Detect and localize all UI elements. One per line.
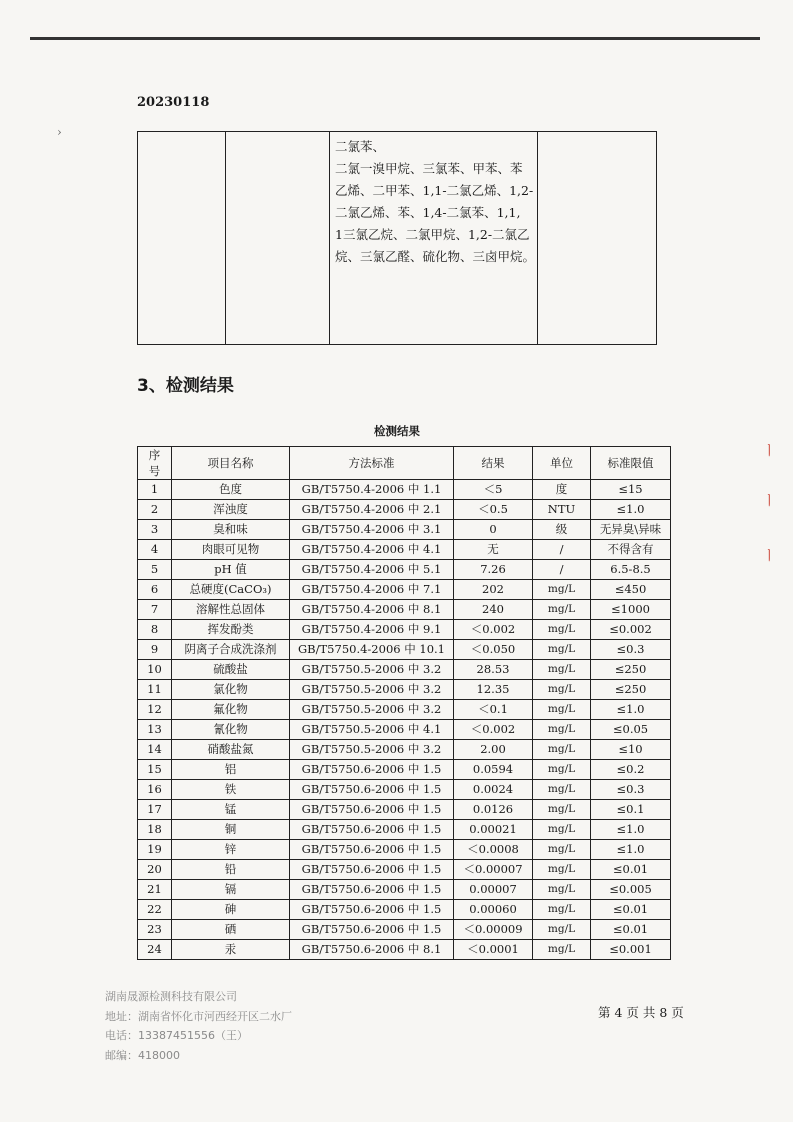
table-row [138, 600, 671, 620]
cell-no: 24 [138, 940, 172, 960]
cell-limit: ≤1.0 [591, 840, 671, 860]
cell-no: 5 [138, 560, 172, 580]
cell-item: 总硬度(CaCO₃) [172, 580, 290, 600]
cell-result: 202 [454, 580, 533, 600]
cell-item: 硝酸盐氮 [172, 740, 290, 760]
table-row [138, 940, 671, 960]
cell-result: 0.00021 [454, 820, 533, 840]
cell-limit: ≤1000 [591, 600, 671, 620]
cell-no: 11 [138, 680, 172, 700]
continued-table-row [137, 132, 657, 345]
cell-unit: 级 [533, 520, 591, 540]
list-line: 二氯乙烯、苯、1,4-二氯苯、1,1, [335, 205, 521, 220]
cell-result: ＜0.5 [454, 500, 533, 520]
cell-unit: 度 [533, 480, 591, 500]
cell-limit: ≤0.1 [591, 800, 671, 820]
table-row [138, 820, 671, 840]
table-row [138, 840, 671, 860]
cell-item: 硒 [172, 920, 290, 940]
cell-result: 无 [454, 540, 533, 560]
cell-no: 15 [138, 760, 172, 780]
cell-method: GB/T5750.4-2006 中 1.1 [290, 480, 454, 500]
cell-unit: mg/L [533, 780, 591, 800]
cell-item: 铁 [172, 780, 290, 800]
cell-result: 0.0594 [454, 760, 533, 780]
list-line: 乙烯、二甲苯、1,1-二氯乙烯、1,2- [335, 183, 534, 198]
cell-item: 硫酸盐 [172, 660, 290, 680]
test-items-list [335, 136, 536, 268]
cell-limit: ≤1.0 [591, 700, 671, 720]
header-result: 结果 [454, 447, 533, 480]
cell-limit: ≤450 [591, 580, 671, 600]
cell-limit: ≤1.0 [591, 500, 671, 520]
cell-no: 7 [138, 600, 172, 620]
cell-item: 挥发酚类 [172, 620, 290, 640]
cell-method: GB/T5750.6-2006 中 1.5 [290, 880, 454, 900]
cell-limit: ≤0.3 [591, 640, 671, 660]
company-postcode: 邮编：418000 [105, 1048, 180, 1062]
cell-no: 8 [138, 620, 172, 640]
table-row [138, 640, 671, 660]
cell-item: 锌 [172, 840, 290, 860]
cell-no: 19 [138, 840, 172, 860]
table-row [138, 900, 671, 920]
cell-no: 17 [138, 800, 172, 820]
cell-item: 色度 [172, 480, 290, 500]
cell-item: 氯化物 [172, 680, 290, 700]
cell-border [137, 132, 138, 344]
document-code: 20230118 [137, 95, 210, 110]
table-row [138, 720, 671, 740]
cell-method: GB/T5750.5-2006 中 4.1 [290, 720, 454, 740]
binding-mark: › [57, 125, 62, 139]
cell-no: 4 [138, 540, 172, 560]
table-row [138, 580, 671, 600]
cell-method: GB/T5750.6-2006 中 1.5 [290, 800, 454, 820]
table-title: 检测结果 [374, 424, 420, 438]
table-row [138, 740, 671, 760]
cell-unit: mg/L [533, 840, 591, 860]
cell-unit: / [533, 540, 591, 560]
cell-result: 240 [454, 600, 533, 620]
cell-no: 2 [138, 500, 172, 520]
cell-result: ＜5 [454, 480, 533, 500]
cell-unit: mg/L [533, 740, 591, 760]
cell-item: 铅 [172, 860, 290, 880]
table-row [138, 520, 671, 540]
cell-no: 18 [138, 820, 172, 840]
cell-limit: 6.5-8.5 [591, 560, 671, 580]
cell-result: ＜0.002 [454, 620, 533, 640]
cell-limit: ≤0.01 [591, 860, 671, 880]
cell-method: GB/T5750.6-2006 中 1.5 [290, 760, 454, 780]
cell-result: 28.53 [454, 660, 533, 680]
cell-method: GB/T5750.4-2006 中 4.1 [290, 540, 454, 560]
table-row [138, 920, 671, 940]
cell-item: 铜 [172, 820, 290, 840]
top-rule [30, 37, 760, 40]
cell-method: GB/T5750.4-2006 中 2.1 [290, 500, 454, 520]
cell-limit: ≤0.001 [591, 940, 671, 960]
cell-no: 6 [138, 580, 172, 600]
section-title: 3、检测结果 [137, 376, 234, 396]
cell-limit: ≤250 [591, 680, 671, 700]
cell-item: 氰化物 [172, 720, 290, 740]
table-row [138, 620, 671, 640]
cell-no: 20 [138, 860, 172, 880]
table-row [138, 660, 671, 680]
list-line: 烷、三氯乙醛、硫化物、三卤甲烷。 [335, 249, 536, 264]
cell-method: GB/T5750.4-2006 中 10.1 [290, 640, 454, 660]
table-row [138, 860, 671, 880]
cell-item: 溶解性总固体 [172, 600, 290, 620]
cell-result: ＜0.002 [454, 720, 533, 740]
cell-method: GB/T5750.6-2006 中 1.5 [290, 840, 454, 860]
cell-no: 23 [138, 920, 172, 940]
cell-method: GB/T5750.4-2006 中 7.1 [290, 580, 454, 600]
cell-no: 21 [138, 880, 172, 900]
cell-limit: ≤0.005 [591, 880, 671, 900]
cell-unit: mg/L [533, 700, 591, 720]
cell-limit: ≤1.0 [591, 820, 671, 840]
cell-limit: ≤0.01 [591, 920, 671, 940]
cell-limit: 无异臭\异味 [591, 520, 671, 540]
cell-item: 汞 [172, 940, 290, 960]
cell-item: 铝 [172, 760, 290, 780]
page-number: 第 4 页 共 8 页 [598, 1005, 684, 1020]
cell-no: 22 [138, 900, 172, 920]
cell-unit: mg/L [533, 900, 591, 920]
table-row [138, 480, 671, 500]
cell-unit: / [533, 560, 591, 580]
cell-method: GB/T5750.6-2006 中 1.5 [290, 900, 454, 920]
cell-no: 13 [138, 720, 172, 740]
table-row [138, 560, 671, 580]
cell-method: GB/T5750.5-2006 中 3.2 [290, 740, 454, 760]
table-row [138, 880, 671, 900]
cell-method: GB/T5750.6-2006 中 1.5 [290, 780, 454, 800]
company-address: 地址：湖南省怀化市河西经开区二水厂 [105, 1009, 292, 1023]
cell-result: 12.35 [454, 680, 533, 700]
table-header-row [138, 447, 671, 480]
cell-unit: mg/L [533, 600, 591, 620]
cell-unit: mg/L [533, 940, 591, 960]
company-name: 湖南晟源检测科技有限公司 [105, 990, 237, 1003]
header-item: 项目名称 [172, 447, 290, 480]
cell-result: ＜0.0008 [454, 840, 533, 860]
cell-unit: mg/L [533, 720, 591, 740]
cell-method: GB/T5750.4-2006 中 8.1 [290, 600, 454, 620]
cell-item: pH 值 [172, 560, 290, 580]
list-line: 二氯一溴甲烷、三氯苯、甲苯、苯 [335, 161, 523, 176]
cell-unit: mg/L [533, 620, 591, 640]
cell-method: GB/T5750.5-2006 中 3.2 [290, 700, 454, 720]
footer-contact [105, 987, 292, 1065]
cell-method: GB/T5750.6-2006 中 1.5 [290, 820, 454, 840]
edge-mark: ㅣ [763, 444, 776, 459]
cell-no: 10 [138, 660, 172, 680]
cell-limit: ≤0.2 [591, 760, 671, 780]
cell-result: 0.0024 [454, 780, 533, 800]
cell-method: GB/T5750.6-2006 中 8.1 [290, 940, 454, 960]
cell-result: 2.00 [454, 740, 533, 760]
cell-unit: mg/L [533, 660, 591, 680]
table-row [138, 800, 671, 820]
cell-unit: NTU [533, 500, 591, 520]
cell-limit: ≤0.3 [591, 780, 671, 800]
cell-result: ＜0.00009 [454, 920, 533, 940]
cell-limit: ≤0.05 [591, 720, 671, 740]
cell-unit: mg/L [533, 680, 591, 700]
cell-method: GB/T5750.4-2006 中 3.1 [290, 520, 454, 540]
header-limit: 标准限值 [591, 447, 671, 480]
cell-border [329, 132, 330, 344]
cell-no: 9 [138, 640, 172, 660]
cell-unit: mg/L [533, 580, 591, 600]
list-line: 1三氯乙烷、二氯甲烷、1,2-二氯乙 [335, 227, 530, 242]
list-line: 二氯苯、 [335, 139, 386, 154]
cell-method: GB/T5750.6-2006 中 1.5 [290, 920, 454, 940]
cell-unit: mg/L [533, 800, 591, 820]
cell-unit: mg/L [533, 820, 591, 840]
cell-unit: mg/L [533, 860, 591, 880]
cell-method: GB/T5750.6-2006 中 1.5 [290, 860, 454, 880]
cell-item: 锰 [172, 800, 290, 820]
cell-limit: ≤250 [591, 660, 671, 680]
cell-item: 氟化物 [172, 700, 290, 720]
cell-limit: 不得含有 [591, 540, 671, 560]
table-row [138, 780, 671, 800]
cell-limit: ≤10 [591, 740, 671, 760]
edge-mark: ㅣ [763, 494, 776, 509]
table-row [138, 700, 671, 720]
table-row [138, 760, 671, 780]
table-row [138, 680, 671, 700]
cell-result: 0.00007 [454, 880, 533, 900]
cell-unit: mg/L [533, 640, 591, 660]
cell-method: GB/T5750.5-2006 中 3.2 [290, 680, 454, 700]
cell-no: 1 [138, 480, 172, 500]
company-phone: 电话：13387451556（王） [105, 1029, 248, 1042]
cell-result: 0 [454, 520, 533, 540]
cell-result: 0.00060 [454, 900, 533, 920]
cell-result: ＜0.1 [454, 700, 533, 720]
cell-method: GB/T5750.4-2006 中 5.1 [290, 560, 454, 580]
cell-result: 0.0126 [454, 800, 533, 820]
header-method: 方法标准 [290, 447, 454, 480]
cell-item: 镉 [172, 880, 290, 900]
cell-result: ＜0.0001 [454, 940, 533, 960]
cell-method: GB/T5750.4-2006 中 9.1 [290, 620, 454, 640]
cell-unit: mg/L [533, 920, 591, 940]
cell-no: 3 [138, 520, 172, 540]
header-unit: 单位 [533, 447, 591, 480]
cell-border [225, 132, 226, 344]
cell-result: ＜0.050 [454, 640, 533, 660]
cell-no: 14 [138, 740, 172, 760]
cell-no: 16 [138, 780, 172, 800]
cell-item: 浑浊度 [172, 500, 290, 520]
results-table [137, 446, 671, 960]
cell-limit: ≤15 [591, 480, 671, 500]
cell-limit: ≤0.01 [591, 900, 671, 920]
cell-method: GB/T5750.5-2006 中 3.2 [290, 660, 454, 680]
cell-border [656, 132, 657, 344]
table-row [138, 500, 671, 520]
cell-item: 阴离子合成洗涤剂 [172, 640, 290, 660]
cell-item: 肉眼可见物 [172, 540, 290, 560]
cell-result: 7.26 [454, 560, 533, 580]
cell-result: ＜0.00007 [454, 860, 533, 880]
cell-limit: ≤0.002 [591, 620, 671, 640]
header-no: 序 号 [138, 447, 172, 480]
cell-item: 砷 [172, 900, 290, 920]
cell-no: 12 [138, 700, 172, 720]
cell-unit: mg/L [533, 760, 591, 780]
table-row [138, 540, 671, 560]
edge-mark: ㅣ [763, 549, 776, 564]
cell-unit: mg/L [533, 880, 591, 900]
cell-border [537, 132, 538, 344]
cell-item: 臭和味 [172, 520, 290, 540]
